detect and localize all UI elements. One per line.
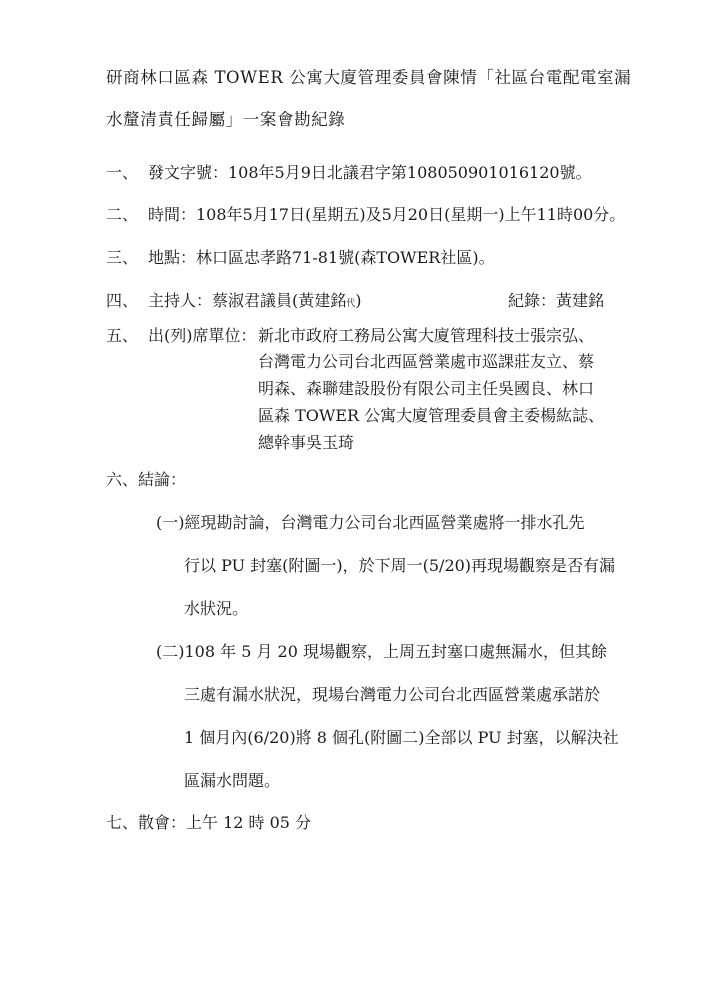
item-5-number: 五、 <box>106 326 139 345</box>
attendee-line-4: 區森 TOWER 公寓大廈管理委員會主委楊紘誌、 <box>258 406 605 425</box>
attendee-line-1: 新北市政府工務局公寓大廈管理科技士張宗弘、 <box>258 326 595 345</box>
item-3-location: 地點：林口區忠孝路71-81號(森TOWER社區)。 <box>148 248 495 267</box>
item-4-number: 四、 <box>106 291 139 310</box>
conclusion-2-line-4: 區漏水問題。 <box>184 771 281 790</box>
host-text-end: ) <box>355 291 362 310</box>
conclusion-2-line-2: 三處有漏水狀況，現場台灣電力公司台北西區營業處承諾於 <box>184 685 601 704</box>
conclusion-1-line-2: 行以 PU 封塞(附圖一)，於下周一(5/20)再現場觀察是否有漏 <box>184 556 616 575</box>
item-1-dispatch-number: 發文字號：108年5月9日北議君字第108050901016120號。 <box>148 163 592 182</box>
host-proxy-mark: 代 <box>346 299 356 309</box>
document-title-line-1: 研商林口區森 TOWER 公寓大廈管理委員會陳情「社區台電配電室漏 <box>106 68 632 87</box>
conclusion-1-line-3: 水狀況。 <box>184 599 249 618</box>
item-2-number: 二、 <box>106 205 139 224</box>
attendee-line-5: 總幹事吳玉琦 <box>258 433 355 452</box>
item-5-attendees-label: 出(列)席單位： <box>148 326 257 345</box>
conclusion-1-line-1: (一)經現勘討論，台灣電力公司台北西區營業處將一排水孔先 <box>156 513 585 532</box>
item-7-adjourn: 七、散會：上午 12 時 05 分 <box>106 813 312 832</box>
conclusion-2-line-1: (二)108 年 5 月 20 現場觀察，上周五封塞口處無漏水，但其餘 <box>156 642 607 661</box>
item-1-number: 一、 <box>106 163 139 182</box>
item-2-time: 時間：108年5月17日(星期五)及5月20日(星期一)上午11時00分。 <box>148 205 626 224</box>
document-title-line-2: 水釐清責任歸屬」一案會勘紀錄 <box>106 110 346 129</box>
item-3-number: 三、 <box>106 248 139 267</box>
item-6-conclusion-heading: 六、結論： <box>106 470 187 489</box>
item-4-host <box>148 291 362 314</box>
attendee-line-2: 台灣電力公司台北西區營業處市巡課莊友立、蔡 <box>258 352 595 371</box>
host-text: 主持人：蔡淑君議員(黃建銘 <box>148 291 347 310</box>
conclusion-2-line-3: 1 個月內(6/20)將 8 個孔(附圖二)全部以 PU 封塞，以解決社 <box>184 728 619 747</box>
item-4-recorder: 紀錄：黃建銘 <box>508 291 605 310</box>
attendee-line-3: 明森、森聯建設股份有限公司主任吳國良、林口 <box>258 379 595 398</box>
